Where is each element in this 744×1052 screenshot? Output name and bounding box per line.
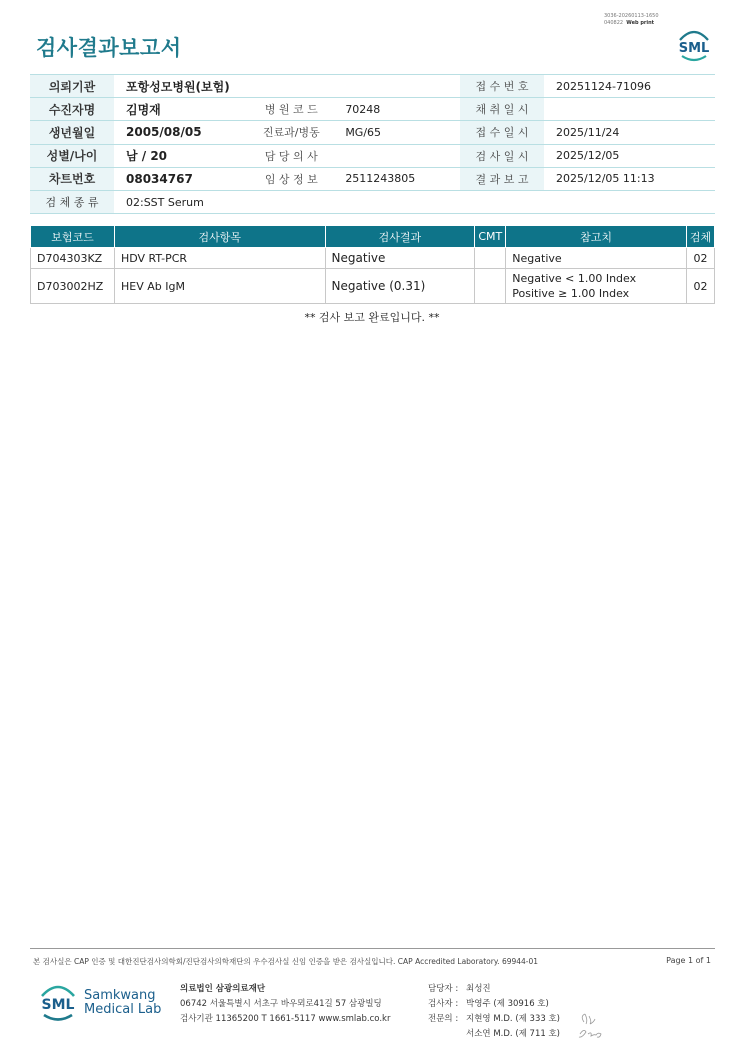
specimen-type-label: 검 체 종 류 — [30, 190, 114, 213]
dept-label: 진료과/병동 — [249, 121, 333, 144]
test-date-label: 검 사 일 시 — [460, 144, 544, 167]
test-item: HEV Ab IgM — [114, 269, 325, 304]
print-meta — [604, 13, 659, 27]
test-item: HDV RT-PCR — [114, 248, 325, 269]
collection-date-value — [544, 98, 715, 121]
specimen-code: 02 — [686, 269, 714, 304]
specialist-value: 서소연 M.D. (제 711 호) — [466, 1029, 561, 1039]
print-mode: Web print — [626, 20, 655, 26]
specimen-code: 02 — [686, 248, 714, 269]
results-header-row — [31, 226, 715, 248]
manager-value: 최성진 — [466, 984, 491, 994]
table-row — [31, 248, 715, 269]
institution-label: 의뢰기관 — [30, 75, 114, 98]
print-code: 3036-20260113-1650 — [604, 13, 659, 19]
receipt-no-label: 접 수 번 호 — [460, 75, 544, 98]
footer-divider — [30, 948, 715, 949]
insurance-code: D704303KZ — [31, 248, 115, 269]
page-number: Page 1 of 1 — [666, 956, 711, 965]
col-header-reference: 참고치 — [506, 226, 687, 248]
brand-line-2: Medical Lab — [84, 1002, 162, 1017]
signature-icon — [576, 1010, 610, 1042]
test-result: Negative — [325, 248, 475, 269]
reference-range — [506, 269, 687, 304]
table-row — [31, 269, 715, 304]
collection-date-label: 채 취 일 시 — [460, 98, 544, 121]
reference-line: Negative < 1.00 Index — [512, 272, 637, 285]
name-label: 수진자명 — [30, 98, 114, 121]
test-result: Negative (0.31) — [325, 269, 475, 304]
insurance-code: D703002HZ — [31, 269, 115, 304]
doctor-value — [333, 144, 460, 167]
certification-text: 본 검사실은 CAP 인증 및 대한진단검사의학회/진단검사의학재단의 우수검사실 신임 인증을 받은 검사실입니다. CAP Accredited Laboratory. 69944-01 — [33, 957, 539, 966]
col-header-result: 검사결과 — [325, 226, 475, 248]
specimen-type-value: 02:SST Serum — [114, 190, 715, 213]
col-header-cmt: CMT — [475, 226, 506, 248]
print-code-2: 040822 — [604, 20, 624, 26]
doctor-label: 담 당 의 사 — [249, 144, 333, 167]
receipt-date-value: 2025/11/24 — [544, 121, 715, 144]
brand-line-1: Samkwang — [84, 988, 156, 1003]
brand-name — [84, 989, 161, 1017]
patient-info-table — [30, 74, 715, 214]
chart-no-value: 08034767 — [114, 167, 249, 190]
receipt-date-label: 접 수 일 시 — [460, 121, 544, 144]
organization-address: 06742 서울특별시 서초구 바우뫼로41길 57 삼광빌딩 — [180, 999, 382, 1009]
name-value: 김명재 — [114, 98, 249, 121]
report-date-value: 2025/12/05 11:13 — [544, 167, 715, 190]
svg-text:SML: SML — [41, 997, 75, 1013]
reference-line: Positive ≥ 1.00 Index — [512, 287, 630, 300]
organization-contact: 검사기관 11365200 T 1661-5117 www.smlab.co.kr — [180, 1014, 391, 1024]
clinical-label: 임 상 정 보 — [249, 167, 333, 190]
sml-logo-icon — [674, 26, 714, 64]
col-header-specimen: 검체 — [686, 226, 714, 248]
tester-label: 검사자 : — [428, 999, 459, 1009]
specialist-value: 지현영 M.D. (제 333 호) — [466, 1014, 561, 1024]
tester-value: 박영주 (제 30916 호) — [466, 999, 549, 1009]
col-header-code: 보험코드 — [31, 226, 115, 248]
receipt-no-value: 20251124-71096 — [544, 75, 715, 98]
organization-info — [180, 982, 390, 1027]
birth-label: 생년월일 — [30, 121, 114, 144]
report-label: 결 과 보 고 — [460, 167, 544, 190]
reference-range — [506, 248, 687, 269]
sml-logo-icon — [36, 980, 80, 1024]
hospital-code-value: 70248 — [333, 98, 460, 121]
institution-value: 포항성모병원(보험) — [114, 75, 460, 98]
dept-value: MG/65 — [333, 121, 460, 144]
test-date-value: 2025/12/05 — [544, 144, 715, 167]
document-title: 검사결과보고서 — [36, 36, 182, 60]
svg-text:SML: SML — [678, 41, 710, 56]
staff-info — [428, 982, 560, 1042]
col-header-item: 검사항목 — [114, 226, 325, 248]
completion-note: ** 검사 보고 완료입니다. ** — [304, 311, 440, 324]
hospital-code-label: 병 원 코 드 — [249, 98, 333, 121]
specialist-label: 전문의 : — [428, 1014, 459, 1024]
results-table — [30, 225, 715, 304]
manager-label: 담당자 : — [428, 984, 459, 994]
cmt — [475, 248, 506, 269]
cmt — [475, 269, 506, 304]
sex-age-label: 성별/나이 — [30, 144, 114, 167]
birth-value: 2005/08/05 — [114, 121, 249, 144]
chart-no-label: 차트번호 — [30, 167, 114, 190]
clinical-value: 2511243805 — [333, 167, 460, 190]
organization-name: 의료법인 삼광의료재단 — [180, 984, 266, 994]
sex-age-value: 남 / 20 — [114, 144, 249, 167]
reference-line: Negative — [512, 251, 562, 265]
